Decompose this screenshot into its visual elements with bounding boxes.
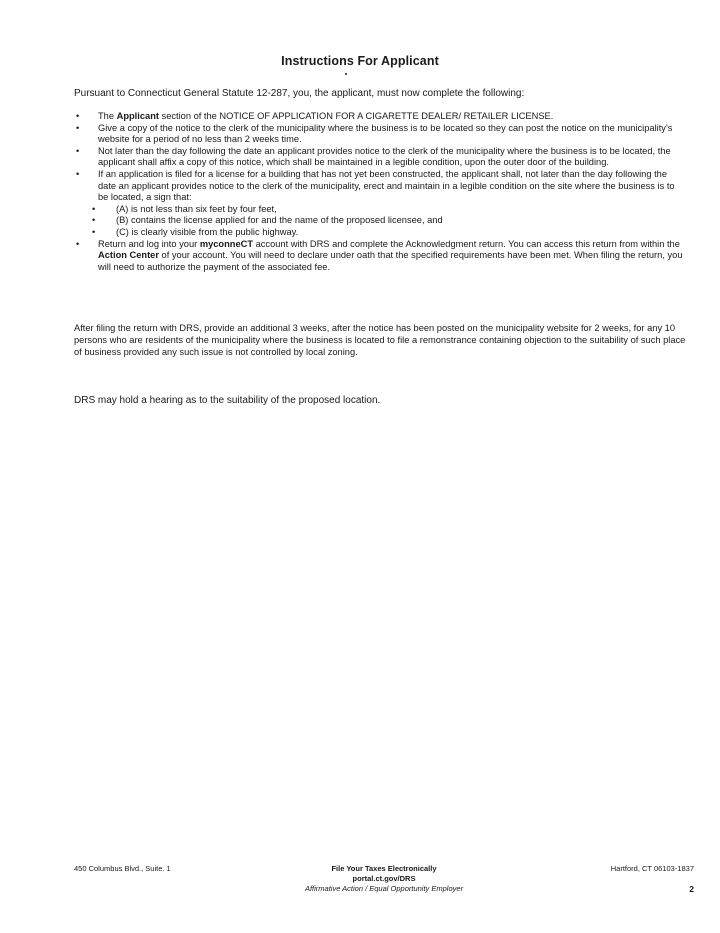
sign-requirements-list	[92, 203, 686, 239]
page-number: 2	[689, 884, 694, 894]
hearing-paragraph: DRS may hold a hearing as to the suitability of the proposed location.	[74, 395, 381, 406]
bullet-icon: •	[92, 203, 96, 214]
list-item: • Give a copy of the notice to the clerk of the municipality where the business is to be located so they can post the notice on the municipality's website for a period of no less than 2 weeks time.	[76, 122, 673, 145]
sub-list-item: • (A) is not less than six feet by four feet,	[92, 203, 277, 214]
footer-eoe: Affirmative Action / Equal Opportunity Employer	[304, 884, 464, 893]
list-item: • If an application is filed for a license for a building that has not yet been constructed, the applicant shall, not later than the day following the date an applicant provides notice to the clerk of the municipality, erect and maintain in a legible condition on the site where the business is to be located, a sign that: • (A) is not less than six feet by four feet, • (B) contains the license applied for and the name of the proposed licensee, and • (C) is clearly visible from the public highway.	[74, 169, 686, 239]
footer-center	[234, 864, 534, 894]
myconnect-bold: myconneCT	[199, 238, 254, 249]
applicant-bold: Applicant	[116, 111, 159, 121]
list-item: • Not later than the day following the date an applicant provides notice to the clerk of the municipality where the business is to be located, the applicant shall affix a copy of this notice, which shall be maintained in a legible condition, upon the outer door of the building.	[76, 145, 671, 168]
sub-list-item: • (C) is clearly visible from the public highway.	[92, 226, 299, 237]
list-item: • Return and log into your myconneCT account with DRS and complete the Acknowledgment return. You can access this return from within the Action Center of your account. You will need to declare under oath that the specified requirements have been met. When filing the return, you will need to authorize the payment of the associated fee.	[76, 238, 683, 272]
action-center-bold: Action Center	[98, 250, 159, 261]
instruction-list	[74, 111, 686, 273]
footer-efile: File Your Taxes Electronically	[331, 864, 437, 873]
bullet-icon: •	[76, 122, 80, 133]
page-title: Instructions For Applicant	[281, 54, 439, 68]
footer-city: Hartford, CT 06103-1837	[610, 864, 694, 873]
footer-portal: portal.ct.gov/DRS	[352, 874, 416, 883]
stray-mark	[345, 73, 347, 75]
remonstrance-paragraph: After filing the return with DRS, provide an additional 3 weeks, after the notice has been posted on the municipality website for 2 weeks, for any 10 persons who are residents of the municipality where the business is located to file a remonstrance containing objection to the suitability of such place of business provided any such issue is not controlled by local zoning.	[74, 323, 686, 357]
bullet-icon: •	[76, 168, 80, 179]
footer-address: 450 Columbus Blvd., Suite. 1	[74, 864, 171, 873]
intro-text: Pursuant to Connecticut General Statute 12-287, you, the applicant, must now complete the following:	[74, 88, 525, 99]
bullet-icon: •	[76, 111, 80, 121]
sub-list-item: • (B) contains the license applied for and the name of the proposed licensee, and	[92, 215, 443, 226]
bullet-icon: •	[92, 215, 96, 226]
list-item: • The Applicant section of the NOTICE OF APPLICATION FOR A CIGARETTE DEALER/ RETAILER LICENSE.	[76, 111, 554, 121]
bullet-icon: •	[92, 226, 96, 237]
bullet-icon: •	[76, 145, 80, 156]
bullet-icon: •	[76, 238, 80, 249]
